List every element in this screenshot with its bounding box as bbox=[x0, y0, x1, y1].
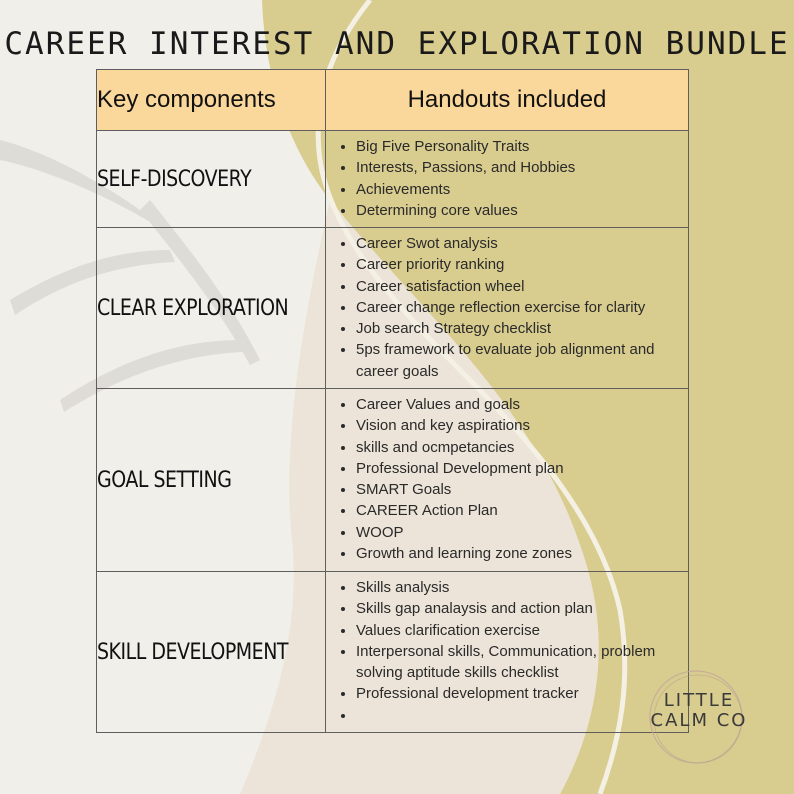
component-label: CLEAR EXPLORATION bbox=[97, 295, 289, 321]
handouts-cell bbox=[326, 131, 689, 228]
table-header-row bbox=[97, 70, 689, 131]
component-label: GOAL SETTING bbox=[97, 467, 232, 493]
header-key-components: Key components bbox=[97, 70, 326, 131]
list-item: • Career change reflection exercise for clarity bbox=[356, 297, 688, 318]
component-label: SELF-DISCOVERY bbox=[97, 166, 252, 192]
handouts-list bbox=[326, 389, 688, 566]
component-label: SKILL DEVELOPMENT bbox=[97, 639, 289, 665]
list-item: • Interpersonal skills, Communication, problem solving aptitude skills checklist bbox=[356, 641, 688, 684]
list-item: • SMART Goals bbox=[356, 479, 688, 500]
component-cell bbox=[97, 389, 326, 572]
list-item: • 5ps framework to evaluate job alignment and career goals bbox=[356, 339, 688, 382]
list-item: • Values clarification exercise bbox=[356, 620, 688, 641]
list-item: • Career Values and goals bbox=[356, 394, 688, 415]
list-item: • WOOP bbox=[356, 522, 688, 543]
handouts-list bbox=[326, 131, 688, 223]
table-row bbox=[97, 131, 689, 228]
header-handouts-included: Handouts included bbox=[326, 70, 689, 131]
list-item: • Career priority ranking bbox=[356, 254, 688, 275]
handouts-cell bbox=[326, 228, 689, 389]
bundle-table bbox=[96, 69, 689, 733]
component-cell bbox=[97, 572, 326, 733]
list-item: • Career satisfaction wheel bbox=[356, 276, 688, 297]
logo-line-1: LITTLE bbox=[663, 690, 735, 711]
component-cell bbox=[97, 228, 326, 389]
list-item: • Vision and key aspirations bbox=[356, 415, 688, 436]
logo-line-2: CALM CO bbox=[650, 710, 748, 731]
component-cell bbox=[97, 131, 326, 228]
list-item: • Skills gap analaysis and action plan bbox=[356, 598, 688, 619]
list-item: • Determining core values bbox=[356, 200, 688, 221]
page-title: CAREER INTEREST AND EXPLORATION BUNDLE bbox=[4, 26, 790, 62]
list-item: • Big Five Personality Traits bbox=[356, 136, 688, 157]
table-row bbox=[97, 389, 689, 572]
list-item: • Achievements bbox=[356, 179, 688, 200]
table-row bbox=[97, 228, 689, 389]
list-item: • Professional development tracker bbox=[356, 683, 688, 704]
list-item: • CAREER Action Plan bbox=[356, 500, 688, 521]
list-item: • skills and ocmpetancies bbox=[356, 437, 688, 458]
list-item: • Growth and learning zone zones bbox=[356, 543, 688, 564]
list-item: • Skills analysis bbox=[356, 577, 688, 598]
list-item: • Interests, Passions, and Hobbies bbox=[356, 157, 688, 178]
list-item: • Job search Strategy checklist bbox=[356, 318, 688, 339]
handouts-list bbox=[326, 228, 688, 384]
list-item: • Professional Development plan bbox=[356, 458, 688, 479]
handouts-cell bbox=[326, 389, 689, 572]
table-row bbox=[97, 572, 689, 733]
brand-logo bbox=[634, 665, 764, 775]
list-item: • Career Swot analysis bbox=[356, 233, 688, 254]
